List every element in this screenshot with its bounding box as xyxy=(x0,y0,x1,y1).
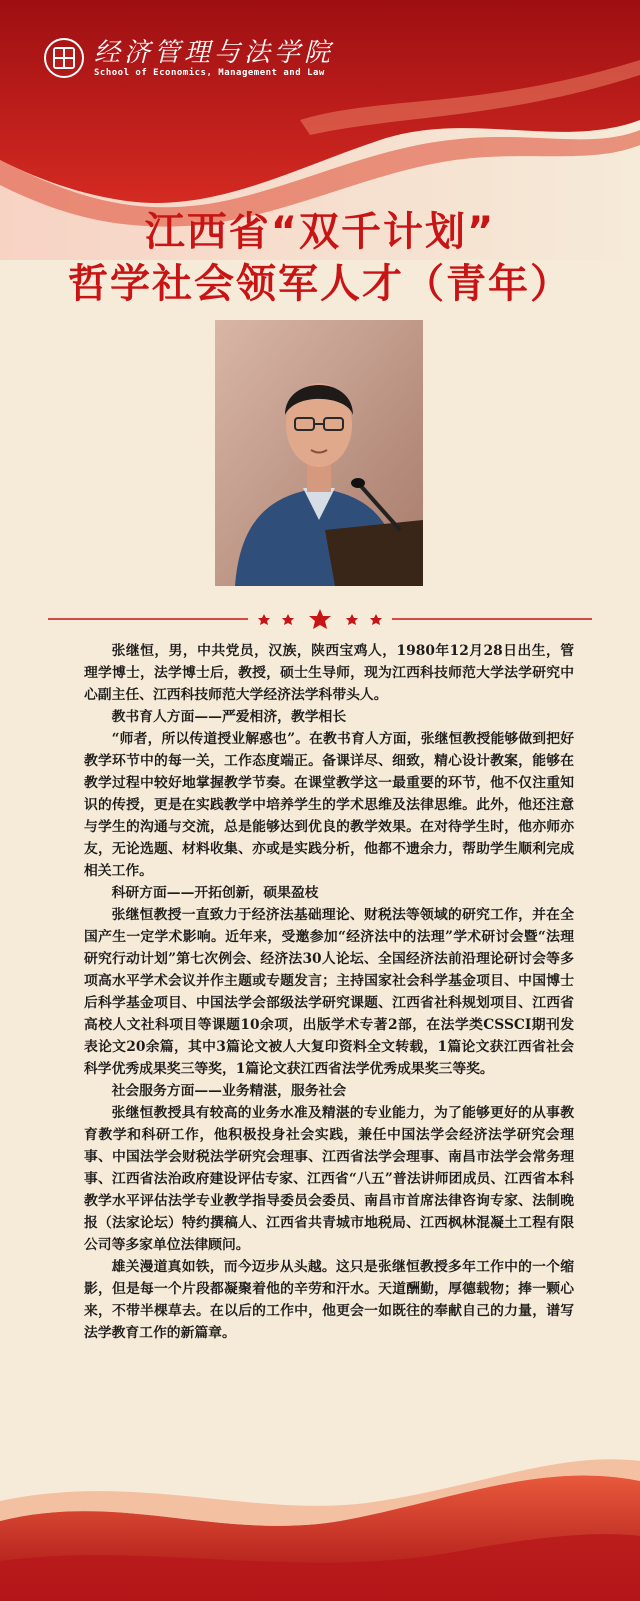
star-divider xyxy=(48,608,592,630)
school-logo xyxy=(44,38,334,78)
bio-paragraph-research: 张继恒教授一直致力于经济法基础理论、财税法等领域的研究工作，并在全国产生一定学术影响。近年来，受邀参加“经济法中的法理”学术研讨会暨“法理研究行动计划”第七次例会、经济法30人论坛、全国经济法前沿理论研讨会等多项高水平学术会议并作主题或专题发言；主持国家社会科学基金项目、中国博士后科学基金项目、中国法学会部级法学研究课题、江西省社科规划项目、江西省高校人文社科项目等课题10余项，出版学术专著2部，在法学类CSSCI期刊发表论文20余篇，其中3篇论文被人大复印资料全文转载，1篇论文获江西省社会科学优秀成果奖三等奖，1篇论文获江西省法学优秀成果奖三等奖。 xyxy=(84,907,574,1077)
section-heading-service: 社会服务方面——业务精湛，服务社会 xyxy=(111,1083,347,1099)
school-seal-icon xyxy=(44,38,84,78)
biography-article xyxy=(84,640,574,1344)
bio-paragraph-service: 张继恒教授具有较高的业务水准及精湛的专业能力，为了能够更好的从事教育教学和科研工作，他积极投身社会实践，兼任中国法学会经济法学研究会理事、中国法学会财税法学研究会理事、江西省法学会理事、南昌市法学会常务理事、江西省法治政府建设评估专家、江西省“八五”普法讲师团成员、江西省本科教学水平评估法学专业教学指导委员会委员、南昌市首席法律咨询专家、法制晚报（法家论坛）特约撰稿人、江西省共青城市地税局、江西枫林混凝土工程有限公司等多家单位法律顾问。 xyxy=(84,1105,574,1253)
bottom-banner-wave xyxy=(0,1401,640,1601)
section-heading-teaching: 教书育人方面——严爱相济，教学相长 xyxy=(111,709,347,725)
school-name-cn: 经济管理与法学院 xyxy=(94,38,335,68)
page-title-line2: 哲学社会领军人才（青年） xyxy=(68,261,572,307)
section-heading-research: 科研方面——开拓创新，硕果盈枝 xyxy=(111,885,319,901)
page-title-line1: 江西省“双千计划” xyxy=(144,209,496,255)
portrait-illustration xyxy=(215,320,423,586)
bio-paragraph-intro: 张继恒，男，中共党员，汉族，陕西宝鸡人，1980年12月28日出生，管理学博士，法学博士后，教授，硕士生导师，现为江西科技师范大学法学研究中心副主任、江西科技师范大学经济法学科带头人。 xyxy=(84,643,574,703)
portrait-photo xyxy=(215,320,423,586)
bio-paragraph-closing: 雄关漫道真如铁，而今迈步从头越。这只是张继恒教授多年工作中的一个缩影，但是每一个片段都凝聚着他的辛劳和汗水。天道酬勤，厚德载物；捧一颗心来，不带半棵草去。在以后的工作中，他更会一如既往的奉献自己的力量，谱写法学教育工作的新篇章。 xyxy=(84,1259,574,1341)
bio-paragraph-teaching: “师者，所以传道授业解惑也”。在教书育人方面，张继恒教授能够做到把好教学环节中的每一关，工作态度端正。备课详尽、细致，精心设计教案，能够在教学过程中较好地掌握教学节奏。在课堂教学这一最重要的环节，他不仅注重知识的传授，更是在实践教学中培养学生的学术思维及法律思维。此外，他还注意与学生的沟通与交流，总是能够达到优良的教学效果。在对待学生时，他亦师亦友，无论选题、材料收集、亦或是实践分析，他都不遗余力，帮助学生顺利完成相关工作。 xyxy=(84,731,574,879)
school-name-en: School of Economics, Management and Law xyxy=(94,68,325,78)
